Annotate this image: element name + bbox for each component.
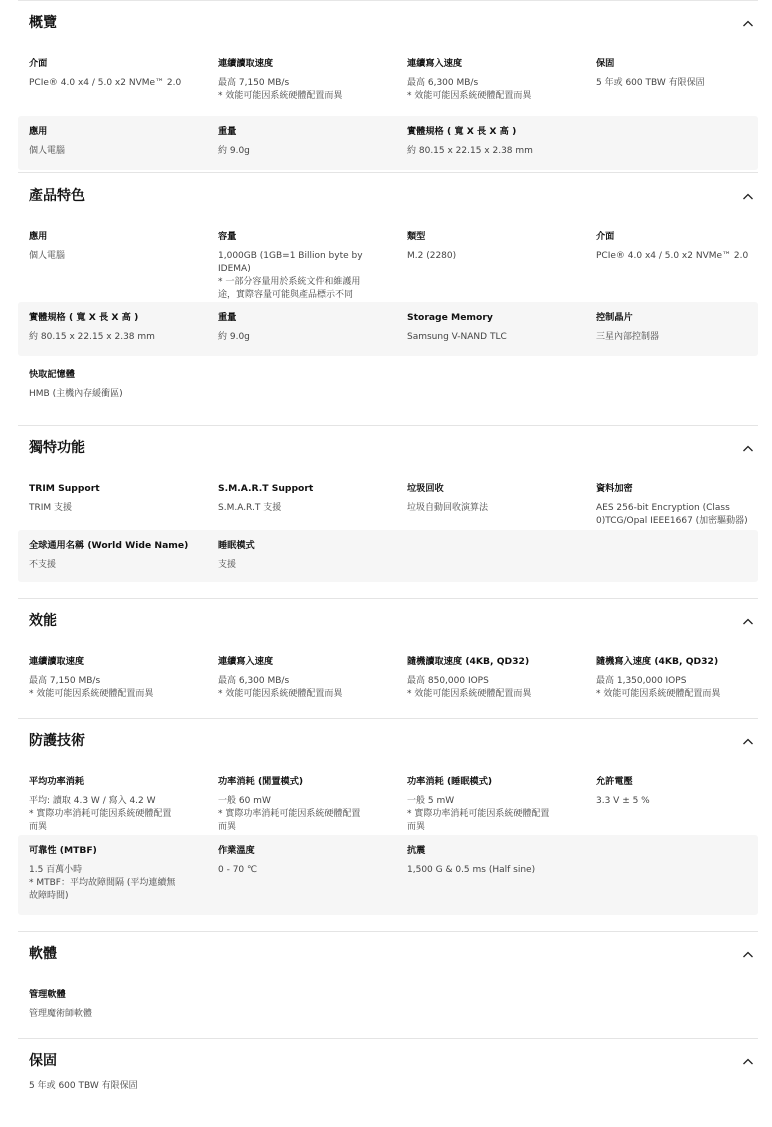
spec-value-line: 約 80.15 x 22.15 x 2.38 mm [29, 332, 155, 342]
spec-value-line: 支援 [218, 560, 237, 570]
spec-label: TRIM Support [29, 483, 100, 494]
spec-label: 應用 [29, 126, 48, 137]
spec-label: 實體規格 ( 寬 X 長 X 高 ) [407, 126, 517, 137]
section-title: 防護技術 [29, 733, 85, 749]
spec-value [218, 675, 396, 701]
spec-value-line: * 效能可能因系統硬體配置而異 [29, 689, 154, 699]
spec-value-line: * MTBF：平均故障間隔 (平均連續無 [29, 878, 176, 888]
spec-value-line: PCIe® 4.0 x4 / 5.0 x2 NVMe™ 2.0 [29, 78, 182, 88]
spec-label: 連續寫入速度 [218, 656, 274, 667]
spec-value-line: 約 9.0g [218, 332, 250, 342]
spec-item [29, 656, 207, 701]
spec-row [18, 835, 758, 915]
spec-value [218, 795, 396, 834]
spec-value-line: 約 9.0g [218, 146, 250, 156]
spec-value-line: 而異 [407, 822, 426, 832]
spec-value-line: 0 - 70 ℃ [218, 865, 258, 875]
spec-label: 介面 [29, 58, 48, 69]
spec-row [18, 473, 758, 527]
spec-value [596, 77, 772, 90]
spec-value-line: 個人電腦 [29, 251, 66, 261]
spec-label: 管理軟體 [29, 989, 66, 1000]
section-header-warranty[interactable] [18, 1050, 758, 1074]
spec-value-line: 一般 60 mW [218, 796, 271, 806]
section-divider [18, 172, 758, 173]
spec-value [29, 388, 207, 401]
spec-value [29, 864, 207, 903]
spec-label: 隨機讀取速度 (4KB, QD32) [407, 656, 530, 667]
spec-value [407, 502, 585, 515]
spec-value [596, 250, 772, 263]
spec-value-line: * 效能可能因系統硬體配置而異 [218, 91, 343, 101]
spec-label: 保固 [596, 58, 615, 69]
spec-label: 連續寫入速度 [407, 58, 463, 69]
spec-value [29, 145, 207, 158]
spec-value [407, 331, 585, 344]
spec-value-line: Samsung V-NAND TLC [407, 332, 507, 342]
section-header-protection[interactable] [18, 730, 758, 754]
section-divider [18, 598, 758, 599]
spec-value-line: 管理魔術師軟體 [29, 1009, 93, 1019]
spec-item [407, 126, 585, 158]
spec-row [18, 48, 758, 112]
spec-label: 功率消耗 (睡眠模式) [407, 776, 493, 787]
spec-item [29, 231, 207, 263]
spec-value-line: 5 年或 600 TBW 有限保固 [29, 1081, 138, 1091]
warranty-value [29, 1074, 429, 1093]
spec-item [29, 312, 207, 344]
section-title: 效能 [29, 613, 57, 629]
spec-item [596, 656, 772, 701]
spec-item [596, 312, 772, 344]
spec-value [407, 795, 585, 834]
spec-value [596, 795, 772, 808]
spec-value-line: * 實際功率消耗可能因系統硬體配置 [407, 809, 550, 819]
spec-item [407, 483, 585, 515]
spec-value-line: 而異 [218, 822, 237, 832]
spec-value-line: * 效能可能因系統硬體配置而異 [407, 689, 532, 699]
spec-value [218, 864, 396, 877]
spec-value-line: 最高 7,150 MB/s [29, 676, 101, 686]
section-header-features[interactable] [18, 185, 758, 209]
chevron-up-icon[interactable] [742, 616, 754, 628]
spec-value-line: * 效能可能因系統硬體配置而異 [596, 689, 721, 699]
spec-label: 允許電壓 [596, 776, 633, 787]
spec-row [18, 530, 758, 582]
spec-value-line: IDEMA) [218, 264, 251, 274]
spec-value [596, 331, 772, 344]
spec-value-line: 三星內部控制器 [596, 332, 660, 342]
spec-label: 垃圾回收 [407, 483, 444, 494]
spec-item [407, 656, 585, 701]
spec-value-line: 1,500 G & 0.5 ms (Half sine) [407, 865, 536, 875]
section-title: 獨特功能 [29, 440, 85, 456]
spec-value [29, 1008, 207, 1021]
spec-label: 作業溫度 [218, 845, 255, 856]
spec-value [218, 559, 396, 572]
spec-item [218, 845, 396, 877]
chevron-up-icon[interactable] [742, 736, 754, 748]
spec-label: 睡眠模式 [218, 540, 255, 551]
spec-label: 平均功率消耗 [29, 776, 85, 787]
spec-value-line: 1,000GB (1GB=1 Billion byte by [218, 251, 363, 261]
spec-value-line: HMB (主機內存緩衝區) [29, 389, 123, 399]
spec-row [18, 646, 758, 710]
spec-item [218, 58, 396, 103]
spec-value-line: * 效能可能因系統硬體配置而異 [407, 91, 532, 101]
chevron-up-icon[interactable] [742, 1056, 754, 1068]
spec-item [29, 126, 207, 158]
spec-value [29, 250, 207, 263]
spec-label: 介面 [596, 231, 615, 242]
spec-value-line: 垃圾自動回收演算法 [407, 503, 489, 513]
spec-item [29, 369, 207, 401]
spec-label: 類型 [407, 231, 426, 242]
spec-value-line: * 一部分容量用於系統文件和維護用 [218, 277, 361, 287]
spec-item [218, 540, 396, 572]
spec-value [218, 77, 396, 103]
spec-row [18, 221, 758, 299]
spec-item [29, 58, 207, 90]
spec-value-line: 個人電腦 [29, 146, 66, 156]
spec-value-line: 故障時間) [29, 891, 69, 901]
spec-value-line: 不支援 [29, 560, 57, 570]
section-divider [18, 425, 758, 426]
top-divider [18, 0, 758, 1]
spec-label: 抗震 [407, 845, 426, 856]
spec-value [218, 250, 396, 302]
spec-value-line: 3.3 V ± 5 % [596, 796, 650, 806]
chevron-up-icon[interactable] [742, 443, 754, 455]
section-divider [18, 1038, 758, 1039]
spec-label: 功率消耗 (閒置模式) [218, 776, 304, 787]
spec-item [218, 776, 396, 834]
section-header-special[interactable] [18, 437, 758, 461]
spec-value [29, 331, 207, 344]
spec-item [29, 483, 207, 515]
spec-value [29, 559, 207, 572]
spec-label: 隨機寫入速度 (4KB, QD32) [596, 656, 719, 667]
section-title: 概覽 [29, 15, 57, 31]
spec-value-line: 最高 850,000 IOPS [407, 676, 489, 686]
spec-item [218, 483, 396, 515]
spec-label: 連續讀取速度 [29, 656, 85, 667]
spec-item [218, 231, 396, 302]
spec-item [596, 58, 772, 90]
spec-row [18, 116, 758, 170]
spec-value [596, 675, 772, 701]
spec-item [218, 126, 396, 158]
spec-label: 實體規格 ( 寬 X 長 X 高 ) [29, 312, 139, 323]
spec-value-line: 最高 6,300 MB/s [218, 676, 290, 686]
chevron-up-icon[interactable] [742, 949, 754, 961]
spec-label: 資料加密 [596, 483, 633, 494]
spec-value-line: 而異 [29, 822, 48, 832]
spec-item [407, 312, 585, 344]
spec-value-line: 5 年或 600 TBW 有限保固 [596, 78, 705, 88]
spec-value-line: * 實際功率消耗可能因系統硬體配置 [29, 809, 172, 819]
spec-label: 應用 [29, 231, 48, 242]
spec-value-line: 1.5 百萬小時 [29, 865, 83, 875]
spec-item [407, 776, 585, 834]
spec-label: 連續讀取速度 [218, 58, 274, 69]
spec-label: 重量 [218, 126, 237, 137]
spec-value [29, 795, 207, 834]
spec-item [29, 540, 207, 572]
spec-item [407, 58, 585, 103]
spec-label: 控制晶片 [596, 312, 633, 323]
section-header-performance[interactable] [18, 610, 758, 634]
spec-value-line: 最高 1,350,000 IOPS [596, 676, 687, 686]
spec-value-line: TRIM 支援 [29, 503, 73, 513]
spec-value [596, 502, 772, 528]
section-divider [18, 931, 758, 932]
spec-value [407, 250, 585, 263]
chevron-up-icon[interactable] [742, 18, 754, 30]
spec-item [218, 312, 396, 344]
spec-item [218, 656, 396, 701]
spec-value [407, 675, 585, 701]
spec-value-line: 平均: 讀取 4.3 W / 寫入 4.2 W [29, 796, 156, 806]
spec-label: 可靠性 (MTBF) [29, 845, 97, 856]
spec-value-line: 途，實際容量可能與產品標示不同 [218, 290, 354, 300]
section-header-software[interactable] [18, 943, 758, 967]
spec-label: S.M.A.R.T Support [218, 483, 314, 494]
chevron-up-icon[interactable] [742, 191, 754, 203]
spec-value-line: 約 80.15 x 22.15 x 2.38 mm [407, 146, 533, 156]
spec-label: 重量 [218, 312, 237, 323]
spec-value-line: 0)TCG/Opal IEEE1667 (加密驅動器) [596, 516, 748, 526]
spec-value [407, 77, 585, 103]
spec-item [29, 776, 207, 834]
spec-value-line: PCIe® 4.0 x4 / 5.0 x2 NVMe™ 2.0 [596, 251, 749, 261]
spec-item [596, 231, 772, 263]
spec-row [18, 979, 758, 1019]
spec-value [29, 77, 207, 90]
spec-item [596, 483, 772, 528]
section-title: 產品特色 [29, 188, 85, 204]
spec-value-line: M.2 (2280) [407, 251, 457, 261]
spec-row [18, 302, 758, 356]
spec-value-line: 一般 5 mW [407, 796, 455, 806]
spec-value-line: * 效能可能因系統硬體配置而異 [218, 689, 343, 699]
spec-value-line: S.M.A.R.T 支援 [218, 503, 282, 513]
spec-value [29, 675, 207, 701]
spec-value-line: * 實際功率消耗可能因系統硬體配置 [218, 809, 361, 819]
spec-value [29, 502, 207, 515]
spec-item [407, 845, 585, 877]
spec-value-line: 最高 6,300 MB/s [407, 78, 479, 88]
spec-value [218, 331, 396, 344]
spec-value [407, 864, 585, 877]
section-header-overview[interactable] [18, 12, 758, 36]
section-title: 保固 [29, 1053, 57, 1069]
spec-value-line: 最高 7,150 MB/s [218, 78, 290, 88]
spec-value-line: AES 256-bit Encryption (Class [596, 503, 730, 513]
spec-label: 快取記憶體 [29, 369, 75, 380]
section-divider [18, 718, 758, 719]
spec-row [18, 766, 758, 832]
spec-label: 全球通用名稱 (World Wide Name) [29, 540, 189, 551]
spec-value [407, 145, 585, 158]
spec-row [18, 359, 758, 411]
spec-label: 容量 [218, 231, 237, 242]
spec-item [407, 231, 585, 263]
spec-value [218, 145, 396, 158]
section-title: 軟體 [29, 946, 57, 962]
spec-item [29, 845, 207, 903]
spec-item [596, 776, 772, 808]
spec-label: Storage Memory [407, 312, 493, 323]
spec-value [218, 502, 396, 515]
spec-item [29, 989, 207, 1021]
